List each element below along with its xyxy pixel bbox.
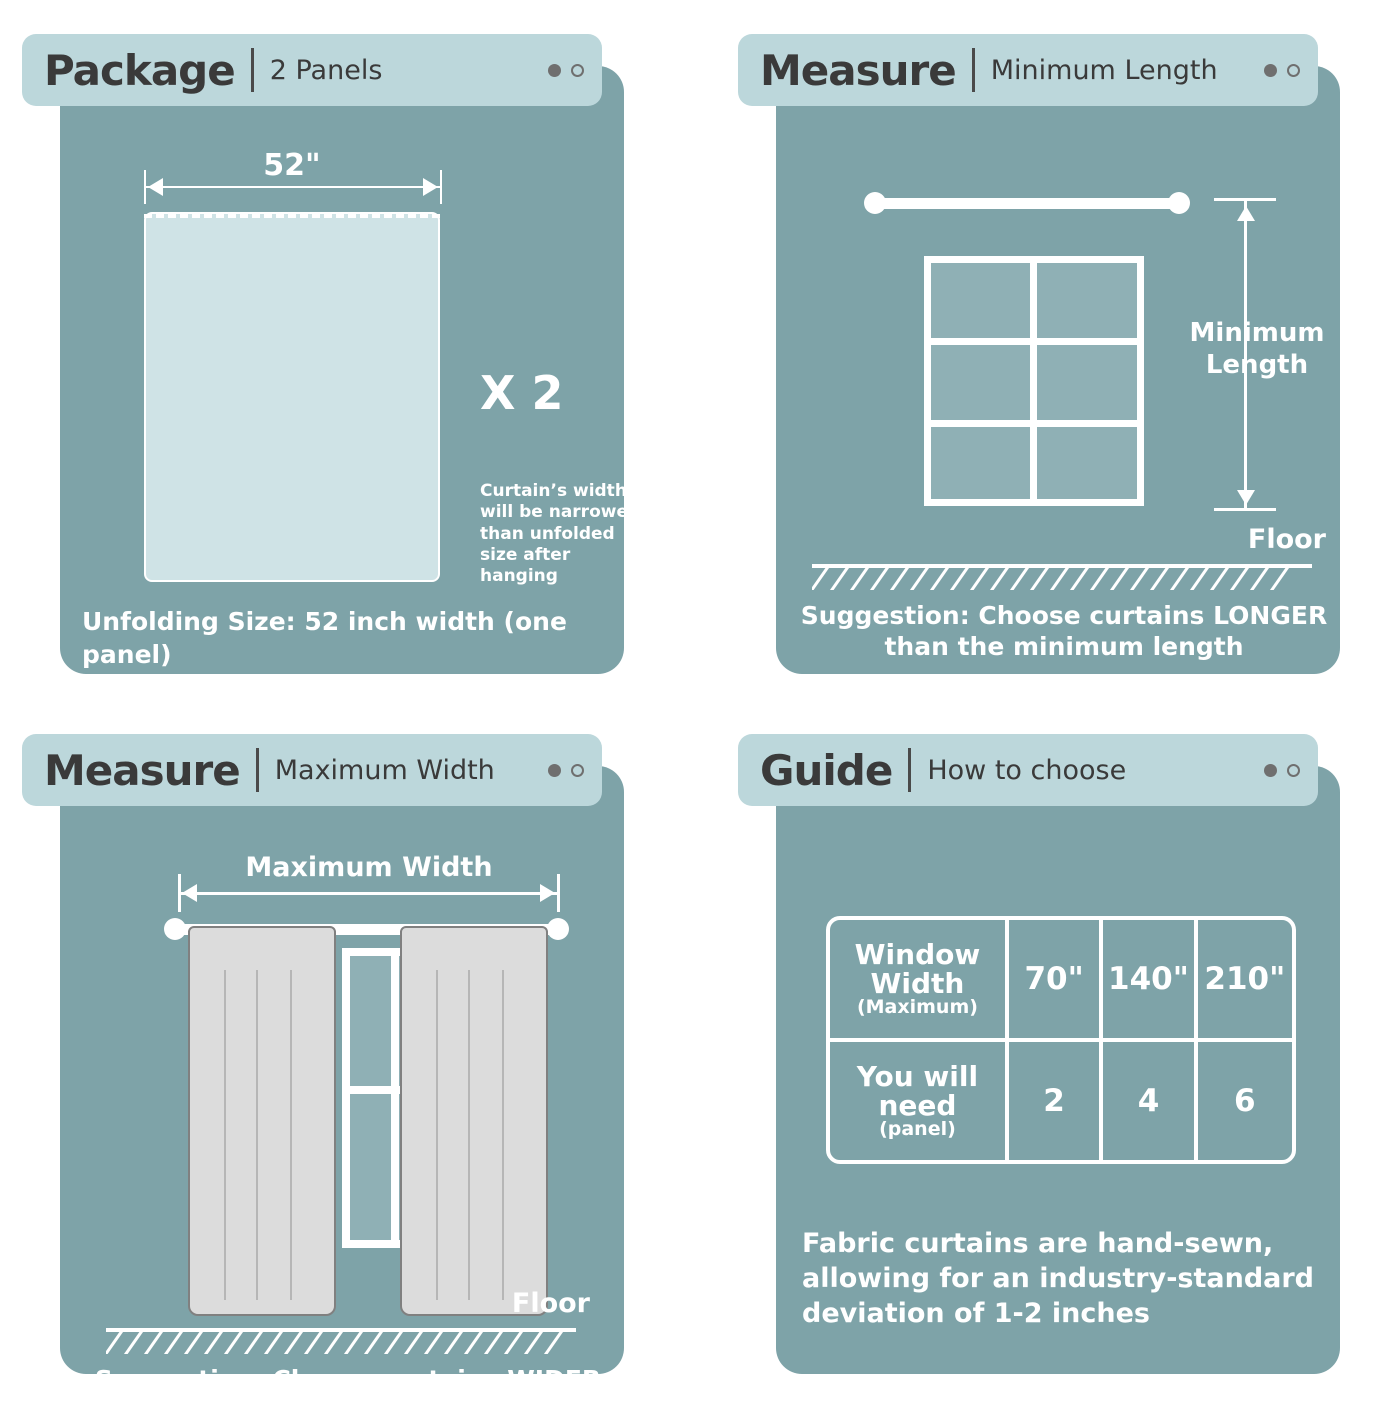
panel-measure-length bbox=[738, 14, 1378, 686]
package-multiplier: X 2 bbox=[480, 366, 564, 420]
header-dots bbox=[1264, 64, 1300, 77]
panel-guide bbox=[738, 714, 1378, 1386]
width-dimension-tick-left bbox=[178, 874, 181, 912]
panel-measure-width bbox=[22, 714, 662, 1426]
dot-filled-icon bbox=[1264, 64, 1277, 77]
header-divider bbox=[972, 48, 975, 92]
header-dots bbox=[548, 64, 584, 77]
dot-filled-icon bbox=[548, 764, 561, 777]
dot-filled-icon bbox=[548, 64, 561, 77]
maximum-width-label: Maximum Width bbox=[245, 852, 493, 883]
table-cell-width-1: 70" bbox=[1009, 920, 1103, 1038]
table-cell-width-2: 140" bbox=[1103, 920, 1197, 1038]
suggestion-line2: than the minimum length bbox=[884, 632, 1244, 662]
arrow-left-icon bbox=[148, 178, 163, 196]
package-size-line2: 104 inch width (total) bbox=[192, 672, 498, 701]
measure-length-header bbox=[738, 34, 1318, 106]
measure-length-suggestion bbox=[786, 600, 1342, 663]
window-width-line2: Width bbox=[870, 967, 965, 1001]
floor-hatching bbox=[106, 1332, 576, 1354]
floor-label: Floor bbox=[511, 1288, 590, 1319]
suggestion-line2: than the maximum width bbox=[170, 1396, 526, 1426]
hanging-curtain-left bbox=[188, 926, 336, 1316]
rod-finial-right-icon bbox=[1168, 192, 1190, 214]
suggestion-line1: Suggestion: Choose curtains WIDER bbox=[94, 1365, 602, 1394]
window-mullion-vertical bbox=[391, 948, 399, 1248]
guide-header-title: Guide bbox=[760, 745, 893, 795]
guide-note-line2: allowing for an industry-standard bbox=[802, 1263, 1315, 1295]
header-divider bbox=[251, 48, 254, 92]
measure-width-suggestion bbox=[70, 1364, 626, 1427]
width-dimension-tick-right bbox=[557, 874, 560, 912]
rod-finial-left-icon bbox=[864, 192, 886, 214]
window-width-line3: (Maximum) bbox=[856, 996, 978, 1019]
package-size-line1: Unfolding Size: 52 inch width (one panel) bbox=[82, 607, 567, 669]
panels-needed-line1: You will bbox=[856, 1059, 979, 1093]
package-dimension-tick-left bbox=[144, 170, 146, 204]
arrow-right-icon bbox=[423, 178, 438, 196]
dot-filled-icon bbox=[1264, 764, 1277, 777]
table-cell-width-3: 210" bbox=[1204, 961, 1286, 997]
table-row-header-panels-needed bbox=[830, 1042, 1009, 1160]
header-dots bbox=[1264, 764, 1300, 777]
curtain-header-dashed-line bbox=[144, 214, 440, 218]
guide-header-subtitle: How to choose bbox=[927, 754, 1127, 786]
package-size-text bbox=[82, 606, 602, 704]
floor-label: Floor bbox=[1247, 524, 1326, 555]
package-dimension-line bbox=[144, 186, 440, 188]
measure-width-header bbox=[22, 734, 602, 806]
guide-note bbox=[802, 1226, 1322, 1331]
measure-width-card-body bbox=[60, 766, 624, 1426]
window-width-line1: Window bbox=[854, 937, 981, 971]
measure-length-header-title: Measure bbox=[760, 45, 956, 95]
dot-outline-icon bbox=[571, 764, 584, 777]
arrow-right-icon bbox=[540, 884, 555, 902]
guide-card-body bbox=[776, 766, 1340, 1374]
panels-needed-line2: need bbox=[878, 1089, 957, 1123]
header-divider bbox=[908, 748, 911, 792]
dot-outline-icon bbox=[1287, 64, 1300, 77]
package-dimension-tick-right bbox=[440, 170, 442, 204]
width-dimension-line bbox=[178, 892, 560, 895]
measure-width-header-title: Measure bbox=[44, 745, 240, 795]
table-row bbox=[830, 920, 1292, 1042]
hanging-curtain-right bbox=[400, 926, 548, 1316]
floor-hatching bbox=[812, 568, 1312, 590]
arrow-left-icon bbox=[182, 884, 197, 902]
guide-note-line1: Fabric curtains are hand-sewn, bbox=[802, 1228, 1274, 1259]
table-row bbox=[830, 1042, 1292, 1160]
arrow-up-icon bbox=[1237, 206, 1255, 221]
package-card-body bbox=[60, 66, 637, 701]
table-cell-panels-1: 2 bbox=[1009, 1042, 1103, 1160]
guide-header bbox=[738, 734, 1318, 806]
window-mullion-horizontal-1 bbox=[924, 338, 1144, 345]
package-header bbox=[22, 34, 602, 106]
arrow-down-icon bbox=[1237, 490, 1255, 505]
header-divider bbox=[256, 748, 259, 792]
table-cell-panels-2: 4 bbox=[1103, 1042, 1197, 1160]
dot-outline-icon bbox=[571, 64, 584, 77]
package-header-title: Package bbox=[44, 45, 235, 95]
dot-outline-icon bbox=[1287, 764, 1300, 777]
measure-width-header-subtitle: Maximum Width bbox=[274, 754, 495, 786]
measure-length-card-body bbox=[776, 66, 1340, 674]
guide-table bbox=[826, 916, 1296, 1164]
package-width-label: 52" bbox=[263, 148, 321, 183]
rod-finial-right-icon bbox=[547, 918, 569, 940]
panel-package bbox=[22, 14, 662, 701]
header-dots bbox=[548, 764, 584, 777]
measure-length-header-subtitle: Minimum Length bbox=[990, 54, 1218, 86]
minimum-length-line1: Minimum bbox=[1189, 318, 1325, 348]
minimum-length-label bbox=[1172, 318, 1342, 381]
table-row-header-window-width bbox=[830, 920, 1009, 1038]
package-note: Curtain’s width will be narrower than unfolded size after hanging bbox=[480, 481, 637, 586]
guide-note-line3: deviation of 1-2 inches bbox=[802, 1298, 1151, 1330]
table-cell-panels-3: 6 bbox=[1234, 1083, 1256, 1119]
curtain-rod bbox=[878, 198, 1178, 209]
panels-needed-line3: (panel) bbox=[879, 1118, 956, 1141]
window-mullion-vertical bbox=[1030, 256, 1037, 506]
suggestion-line1: Suggestion: Choose curtains LONGER bbox=[800, 601, 1328, 630]
rod-finial-left-icon bbox=[164, 918, 186, 940]
minimum-length-line2: Length bbox=[1205, 349, 1309, 380]
curtain-panel-illustration bbox=[144, 212, 440, 582]
package-header-subtitle: 2 Panels bbox=[269, 54, 383, 86]
window-mullion-horizontal-2 bbox=[924, 420, 1144, 427]
